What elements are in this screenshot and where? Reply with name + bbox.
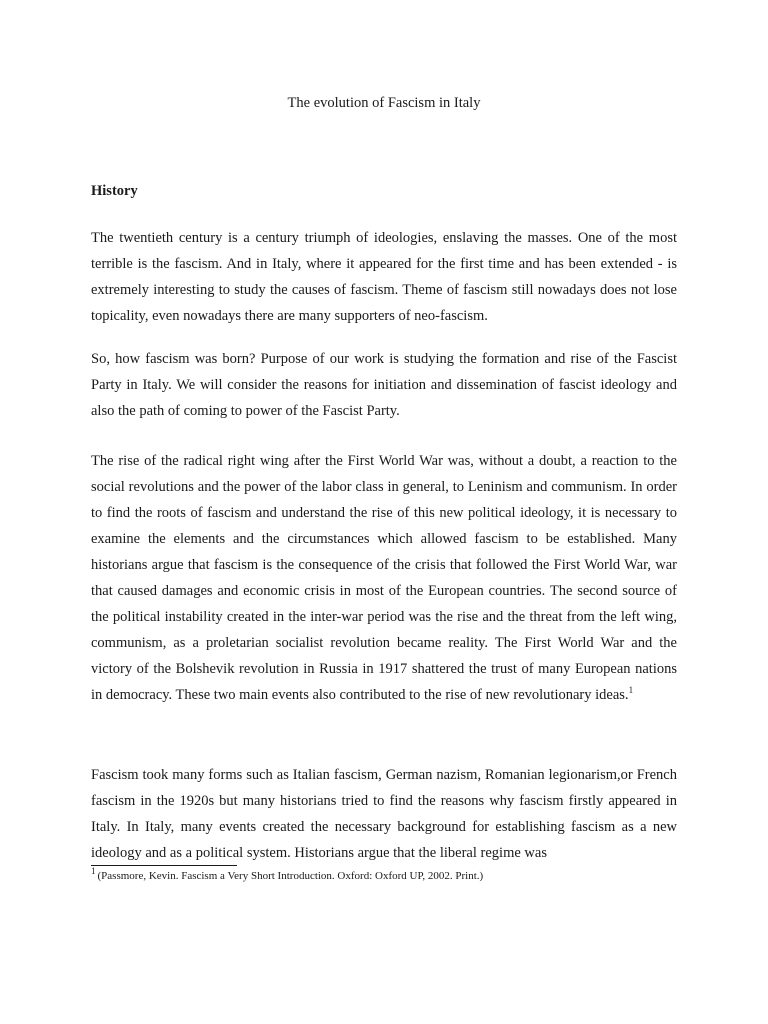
footnote-reference: 1 bbox=[628, 685, 634, 696]
body-paragraph-3-text: The rise of the radical right wing after the First World War was, without a doubt, a reaction to the social revolutions and the power of the labor class in general, to Leninism and communism. In order to find the roots of fascism and understand the rise of this new political ideology, it is necessary to examine the elements and the circumstances which allowed fascism to be established. Many historians argue that fascism is the consequence of the crisis that followed the First World War, war that caused damages and economic crisis in most of the European countries. The second source of the political instability created in the inter-war period was the rise and the threat from the left wing, communism, as a proletarian socialist revolution became reality. The First World War and the victory of the Bolshevik revolution in Russia in 1917 shattered the trust of many European nations in democracy. These two main events also contributed to the rise of new revolutionary ideas. bbox=[91, 453, 677, 703]
body-paragraph-2: So, how fascism was born? Purpose of our work is studying the formation and rise of the Fascist Party in Italy. We will consider the reasons for initiation and dissemination of fascist ideology and also the path of coming to power of the Fascist Party. bbox=[91, 351, 677, 419]
body-paragraph-3 bbox=[91, 448, 677, 708]
footnote-text: (Passmore, Kevin. Fascism a Very Short Introduction. Oxford: Oxford UP, 2002. Print.) bbox=[97, 870, 484, 882]
footnote-separator bbox=[91, 865, 237, 866]
body-paragraph-4: Fascism took many forms such as Italian fascism, German nazism, Romanian legionarism,or French fascism in the 1920s but many historians tried to find the reasons why fascism firstly appeared in Italy. In Italy, many events created the necessary background for establishing fascism as a new ideology and as a political system. Historians argue that the liberal regime was bbox=[91, 767, 677, 861]
section-heading: History bbox=[91, 183, 138, 199]
footnote-number: 1 bbox=[91, 866, 96, 877]
document-title: The evolution of Fascism in Italy bbox=[287, 95, 481, 111]
footnote bbox=[91, 866, 677, 884]
body-paragraph-1: The twentieth century is a century triumph of ideologies, enslaving the masses. One of the most terrible is the fascism. And in Italy, where it appeared for the first time and has been extended - is extremely interesting to study the causes of fascism. Theme of fascism still nowadays does not lose topicality, even nowadays there are many supporters of neo-fascism. bbox=[91, 230, 677, 324]
